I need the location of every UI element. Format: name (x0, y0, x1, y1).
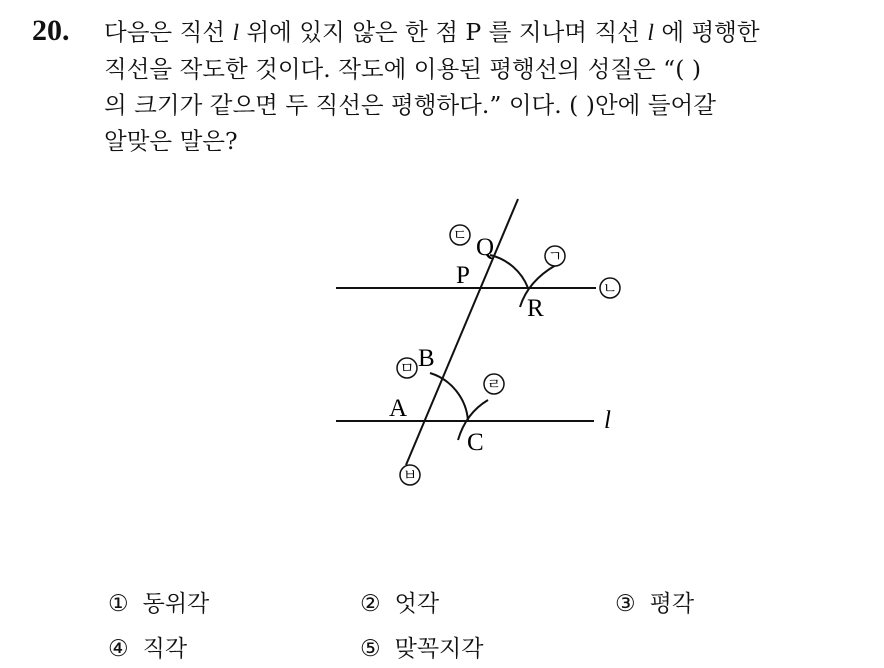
label-b: B (418, 345, 435, 372)
label-p: P (456, 262, 470, 289)
option-3-text: 평각 (649, 591, 695, 617)
option-4[interactable] (108, 630, 187, 663)
label-l: l (604, 407, 611, 434)
option-1-text: 동위각 (142, 591, 210, 617)
option-2-text: 엇각 (394, 591, 440, 617)
label-r: R (527, 295, 544, 322)
marker-rieul (484, 374, 504, 394)
question-line-1: 다음은 직선 l 위에 있지 않은 한 점 P 를 지나며 직선 l 에 평행한 (104, 18, 760, 46)
option-4-text: 직각 (142, 636, 188, 662)
svg-text:ㄱ: ㄱ (547, 247, 563, 265)
label-q: Q (476, 234, 495, 261)
svg-text:ㅂ: ㅂ (402, 466, 418, 484)
svg-text:ㄹ: ㄹ (486, 375, 502, 393)
question-number: 20. (32, 14, 70, 47)
marker-mieum (397, 358, 417, 378)
arc-at-p (490, 255, 528, 288)
option-1-mark: ① (108, 591, 129, 617)
construction-figure (330, 195, 650, 495)
option-5-text: 맞꼭지각 (394, 636, 484, 662)
option-1[interactable] (108, 585, 209, 618)
svg-text:ㄴ: ㄴ (602, 279, 618, 297)
marker-bieup (400, 465, 420, 485)
question-line-2: 직선을 작도한 것이다. 작도에 이용된 평행선의 성질은 “( ) (104, 55, 702, 83)
option-5[interactable] (360, 630, 484, 663)
label-c: C (467, 429, 484, 456)
marker-giyeok (545, 246, 565, 266)
svg-text:ㅁ: ㅁ (399, 359, 415, 377)
question-text (104, 14, 864, 159)
label-a: A (389, 395, 408, 422)
svg-text:ㄷ: ㄷ (452, 226, 468, 244)
question-line-4: 알맞은 말은? (104, 127, 238, 155)
option-5-mark: ⑤ (360, 636, 381, 662)
option-2[interactable] (360, 585, 439, 618)
option-3[interactable] (615, 585, 694, 618)
marker-digeut (450, 225, 470, 245)
option-3-mark: ③ (615, 591, 636, 617)
option-4-mark: ④ (108, 636, 129, 662)
option-2-mark: ② (360, 591, 381, 617)
question-line-3: 의 크기가 같으면 두 직선은 평행하다.” 이다. ( )안에 들어갈 (104, 91, 716, 119)
marker-nieun (600, 278, 620, 298)
